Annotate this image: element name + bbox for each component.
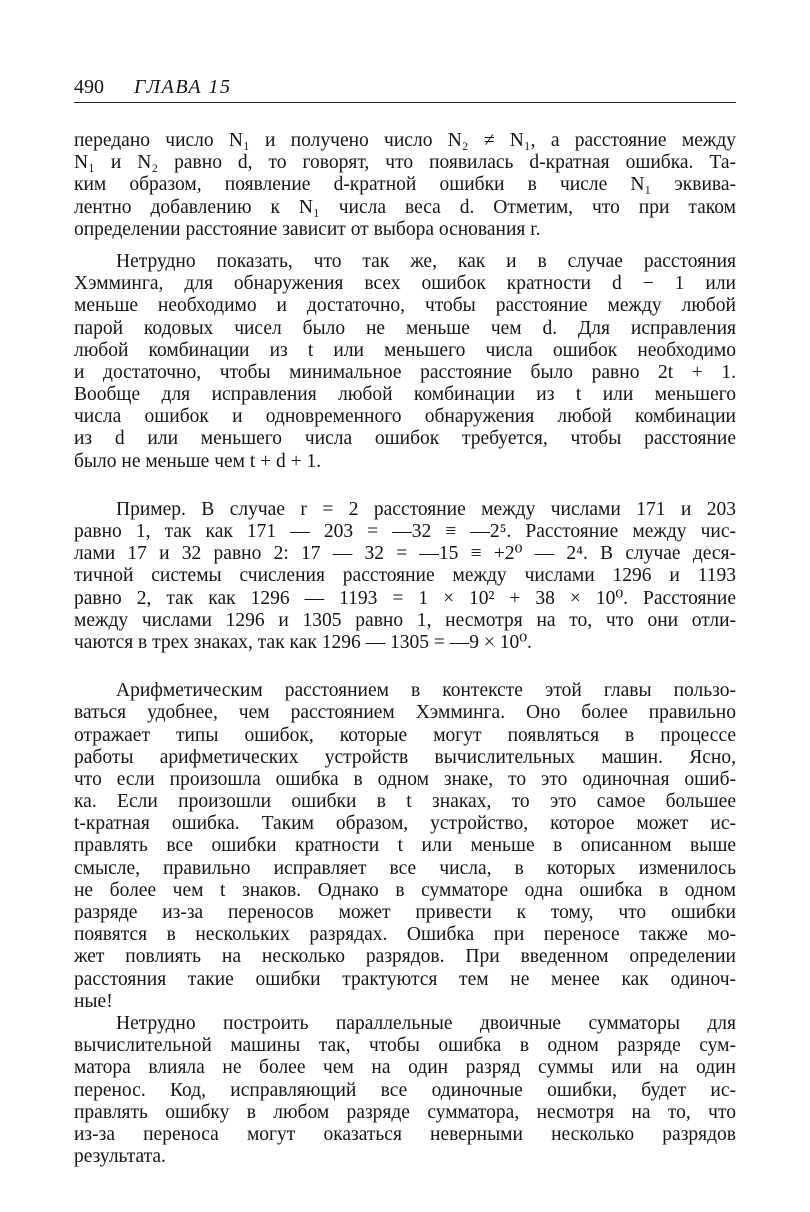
text-line: парой кодовых чисел было не меньше чем d. Для исправления <box>74 317 736 339</box>
paragraph <box>74 680 736 1013</box>
text-line: Нетрудно показать, что так же, как и в случае расстояния <box>116 250 736 272</box>
text-line: Хэмминга, для обнаружения всех ошибок кратности d − 1 или <box>74 273 736 295</box>
text-line: N₁ и N₂ равно d, то говорят, что появилась d-кратная ошибка. Та- <box>74 152 736 174</box>
text-line: передано число N₁ и получено число N₂ ≠ N₁, а расстояние между <box>74 130 736 151</box>
paragraph <box>74 130 736 241</box>
text-line: из d или меньшего числа ошибок требуется, чтобы расстояние <box>74 428 736 450</box>
text-line: и достаточно, чтобы минимальное расстояние было равно 2t + 1. <box>74 361 736 383</box>
text-line: отражает типы ошибок, которые могут появляться в процессе <box>74 724 736 746</box>
text-line: правлять ошибку в любом разряде сумматора, несмотря на то, что <box>74 1101 736 1123</box>
chapter-title: ГЛАВА 15 <box>134 76 232 98</box>
text-line: работы арифметических устройств вычислительных машин. Ясно, <box>74 746 736 768</box>
text-line: ким образом, появление d-кратной ошибки в числе N₁ эквива- <box>74 174 736 196</box>
text-line: чаются в трех знаках, так как 1296 — 1305 = —9 × 10⁰. <box>74 631 532 653</box>
text-line: вычислительной машины так, чтобы ошибка в одном разряде сум- <box>74 1035 736 1057</box>
text-line: результата. <box>74 1146 166 1168</box>
text-line: ные! <box>74 990 113 1012</box>
text-line: Нетрудно построить параллельные двоичные сумматоры для <box>116 1012 736 1034</box>
text-line: из-за переноса могут оказаться неверными несколько разрядов <box>74 1123 736 1145</box>
text-line: Вообще для исправления любой комбинации из t или меньшего <box>74 384 736 406</box>
text-line: любой комбинации из t или меньшего числа ошибок необходимо <box>74 339 736 361</box>
text-line: правлять все ошибки кратности t или меньше в описанном выше <box>74 835 736 857</box>
paragraph <box>74 1013 736 1168</box>
running-header <box>74 76 736 103</box>
text-line: равно 2, так как 1296 — 1193 = 1 × 10² + 38 × 10⁰. Расстояние <box>74 587 736 609</box>
text-line: лентно добавлению к N₁ числа веса d. Отметим, что при таком <box>74 196 736 218</box>
text-line: числа ошибок и одновременного обнаружения любой комбинации <box>74 406 736 428</box>
text-line: равно 1, так как 171 — 203 = —32 ≡ —2⁵. Расстояние между чис- <box>74 521 736 542</box>
paragraph <box>74 251 736 473</box>
text-line: определении расстояние зависит от выбора основания r. <box>74 218 541 240</box>
text-line: тичной системы счисления расстояние между числами 1296 и 1193 <box>74 565 736 587</box>
text-line: матора влияла не более чем на один разряд суммы или на один <box>74 1057 736 1079</box>
example-paragraph <box>74 499 736 654</box>
text-line: перенос. Код, исправляющий все одиночные ошибки, будет ис- <box>74 1079 736 1101</box>
text-line: ка. Если произошли ошибки в t знаках, то это самое большее <box>74 791 736 813</box>
page-number: 490 <box>74 76 104 98</box>
text-line: было не меньше чем t + d + 1. <box>74 450 322 472</box>
text-line: Арифметическим расстоянием в контексте этой главы пользо- <box>116 680 736 702</box>
text-line: лами 17 и 32 равно 2: 17 — 32 = —15 ≡ +2⁰ — 2⁴. В случае деся- <box>74 543 736 565</box>
text-line: ваться удобнее, чем расстоянием Хэмминга. Оно более правильно <box>74 702 736 724</box>
text-line: расстояния такие ошибки трактуются тем не менее как одиноч- <box>74 968 736 990</box>
text-line: между числами 1296 и 1305 равно 1, несмотря на то, что они отли- <box>74 609 736 631</box>
text-line: жет повлиять на несколько разрядов. При введенном определении <box>74 946 736 968</box>
text-line: разряде из-за переносов может привести к тому, что ошибки <box>74 902 736 923</box>
text-line: смысле, правильно исправляет все числа, в которых изменилось <box>74 857 736 879</box>
text-line: меньше необходимо и достаточно, чтобы расстояние между любой <box>74 295 736 317</box>
text-line: что если произошла ошибка в одном знаке, то это одиночная ошиб- <box>74 768 736 790</box>
text-line: Пример. В случае r = 2 расстояние между числами 171 и 203 <box>116 498 736 520</box>
text-line: не более чем t знаков. Однако в сумматоре одна ошибка в одном <box>74 879 736 901</box>
text-line: t-кратная ошибка. Таким образом, устройство, которое может ис- <box>74 813 736 835</box>
body-text <box>74 130 736 1168</box>
text-line: появятся в нескольких разрядах. Ошибка при переносе также мо- <box>74 924 736 946</box>
